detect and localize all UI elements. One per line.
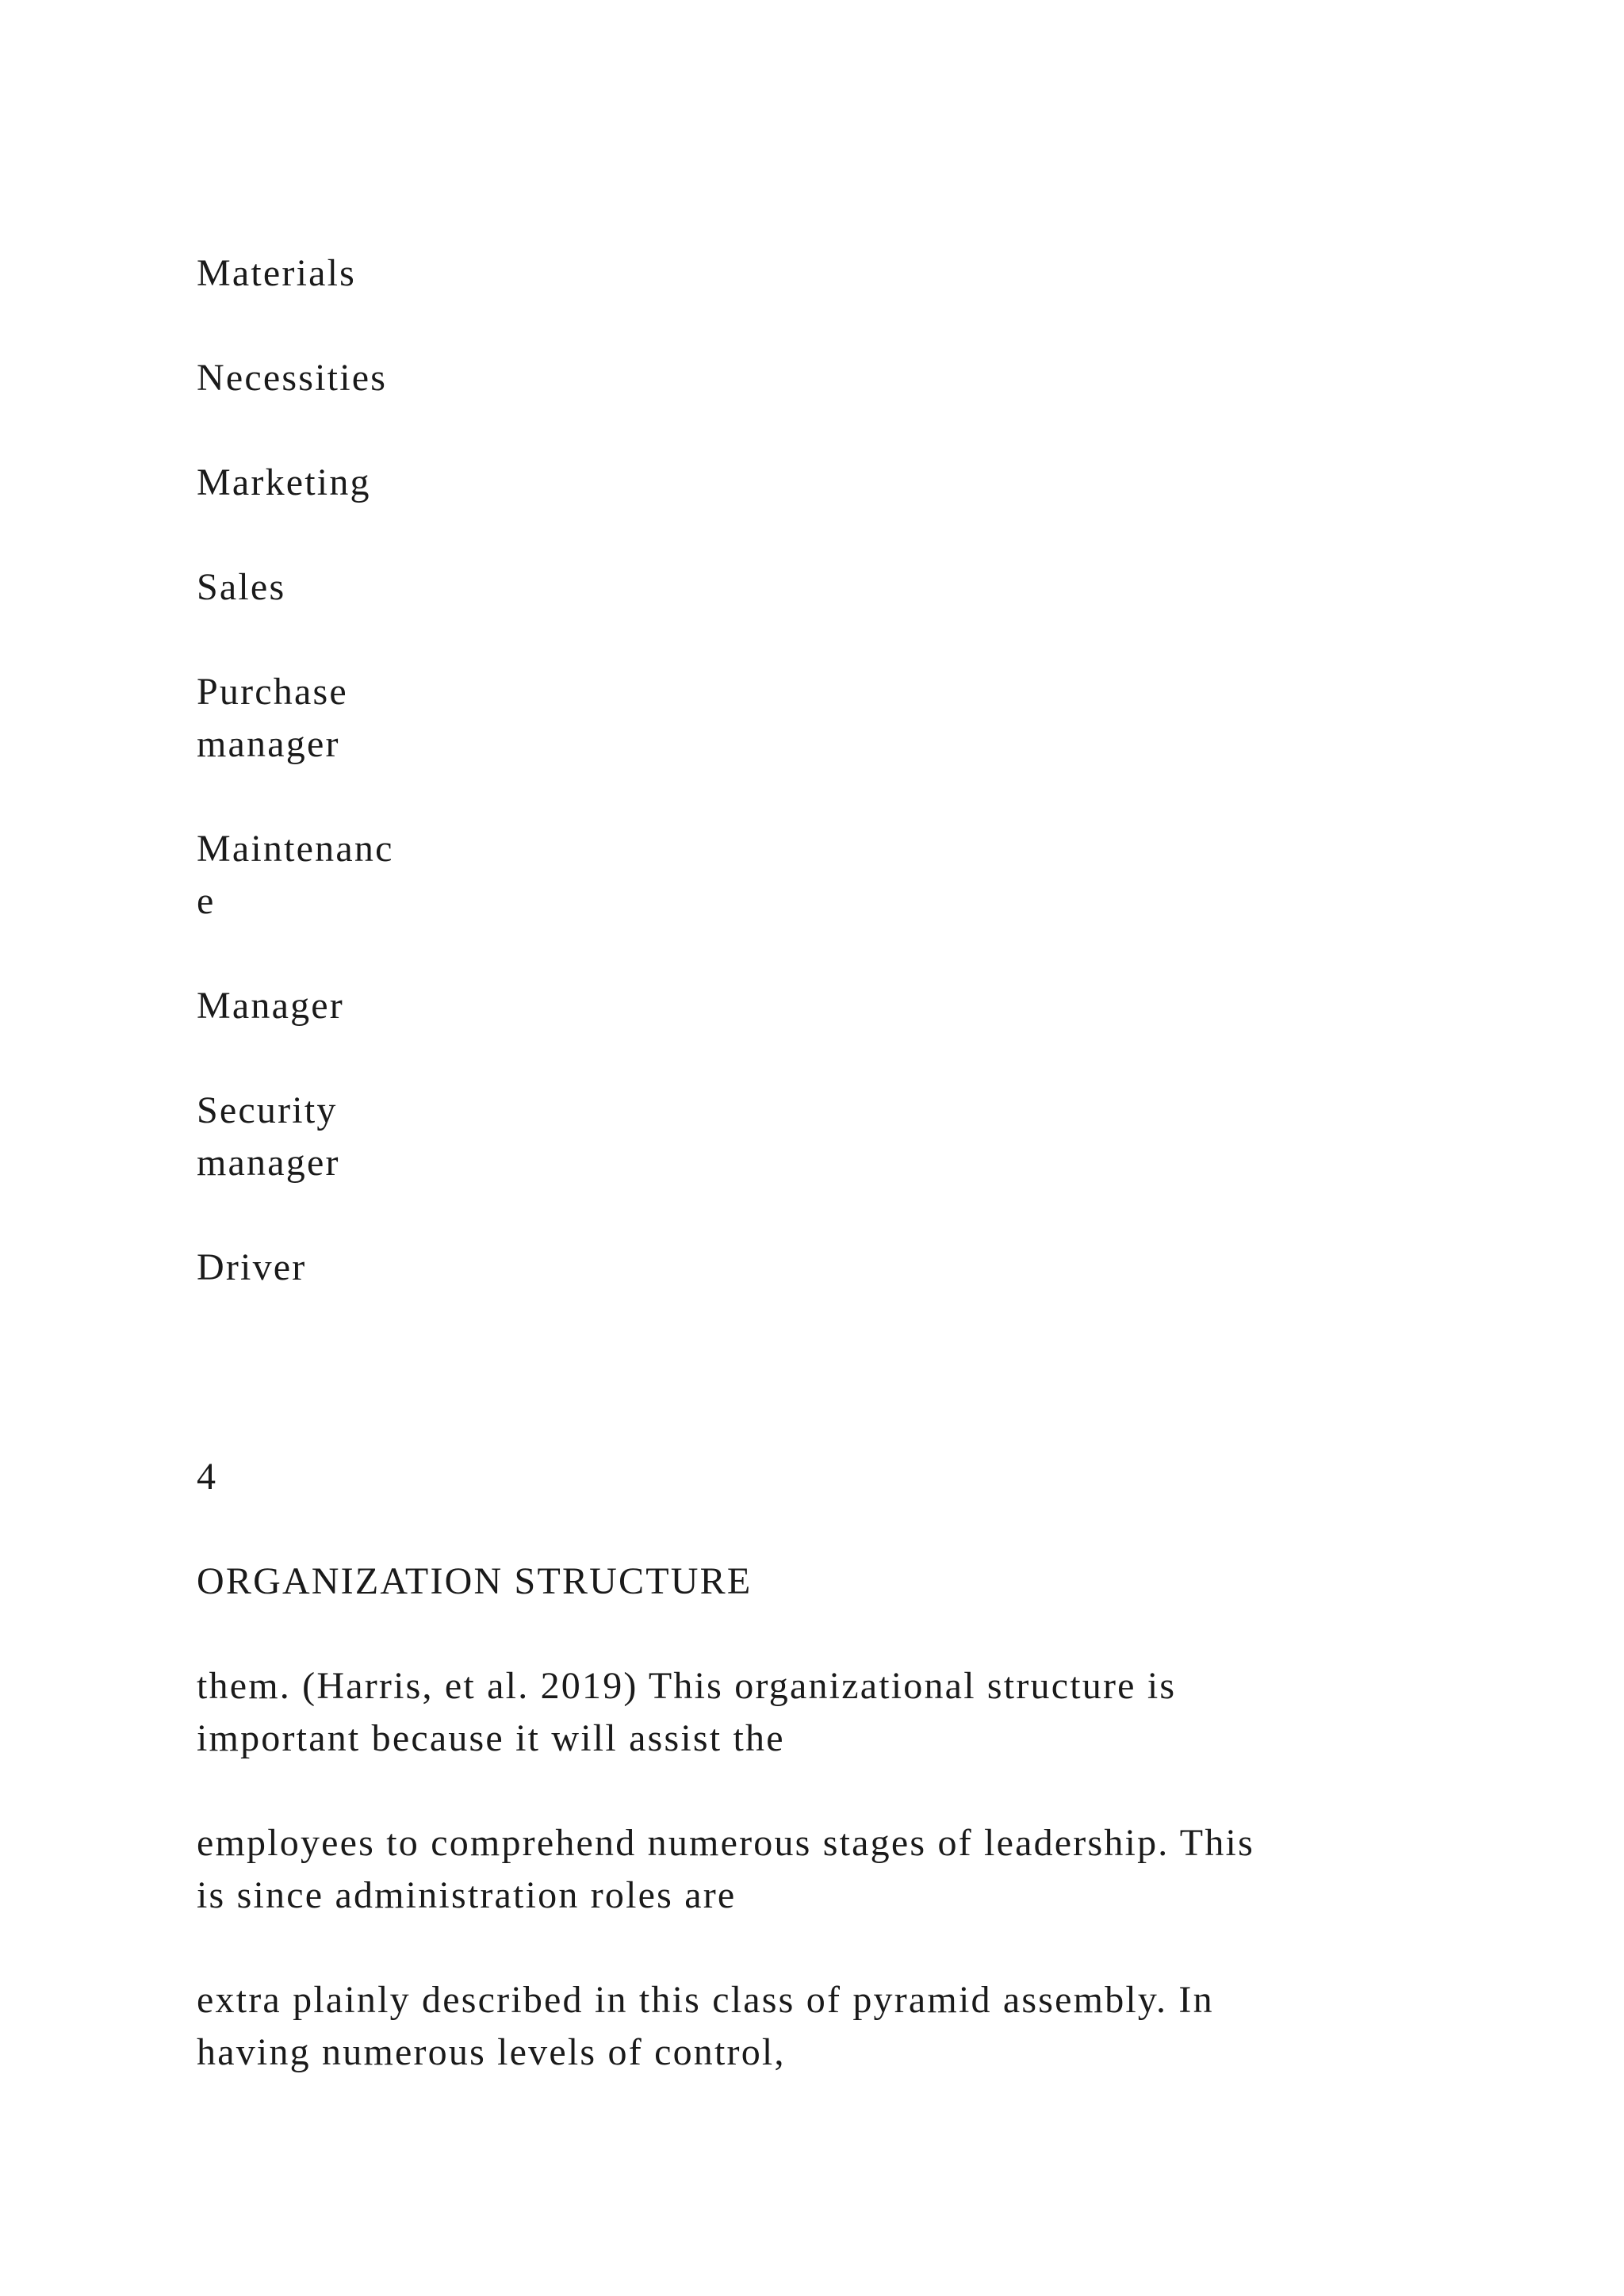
org-item-materials: Materials (197, 252, 357, 294)
body-paragraph-2 (197, 1817, 1254, 1922)
paragraph-line: them. (Harris, et al. 2019) This organizational structure is (197, 1665, 1177, 1707)
running-head: ORGANIZATION STRUCTURE (197, 1560, 753, 1602)
body-paragraph-3 (197, 1974, 1214, 2079)
org-item-maintenance (197, 823, 394, 928)
org-item-line: e (197, 880, 216, 922)
paragraph-line: employees to comprehend numerous stages of leadership. This (197, 1822, 1254, 1864)
org-item-driver: Driver (197, 1246, 307, 1288)
paragraph-line: important because it will assist the (197, 1717, 785, 1759)
org-item-marketing: Marketing (197, 461, 371, 503)
page-number: 4 (197, 1456, 218, 1498)
org-item-manager: Manager (197, 985, 344, 1027)
org-item-line: manager (197, 723, 340, 765)
paragraph-line: having numerous levels of control, (197, 2031, 786, 2073)
org-item-line: Maintenanc (197, 828, 394, 870)
org-item-security-manager (197, 1085, 340, 1189)
paragraph-line: extra plainly described in this class of pyramid assembly. In (197, 1979, 1214, 2021)
org-item-necessities: Necessities (197, 357, 388, 399)
org-item-line: manager (197, 1142, 340, 1184)
org-item-sales: Sales (197, 566, 286, 608)
org-item-purchase-manager (197, 666, 348, 771)
body-paragraph-1 (197, 1660, 1176, 1765)
org-item-line: Purchase (197, 671, 348, 713)
org-item-line: Security (197, 1089, 338, 1131)
paragraph-line: is since administration roles are (197, 1874, 737, 1916)
